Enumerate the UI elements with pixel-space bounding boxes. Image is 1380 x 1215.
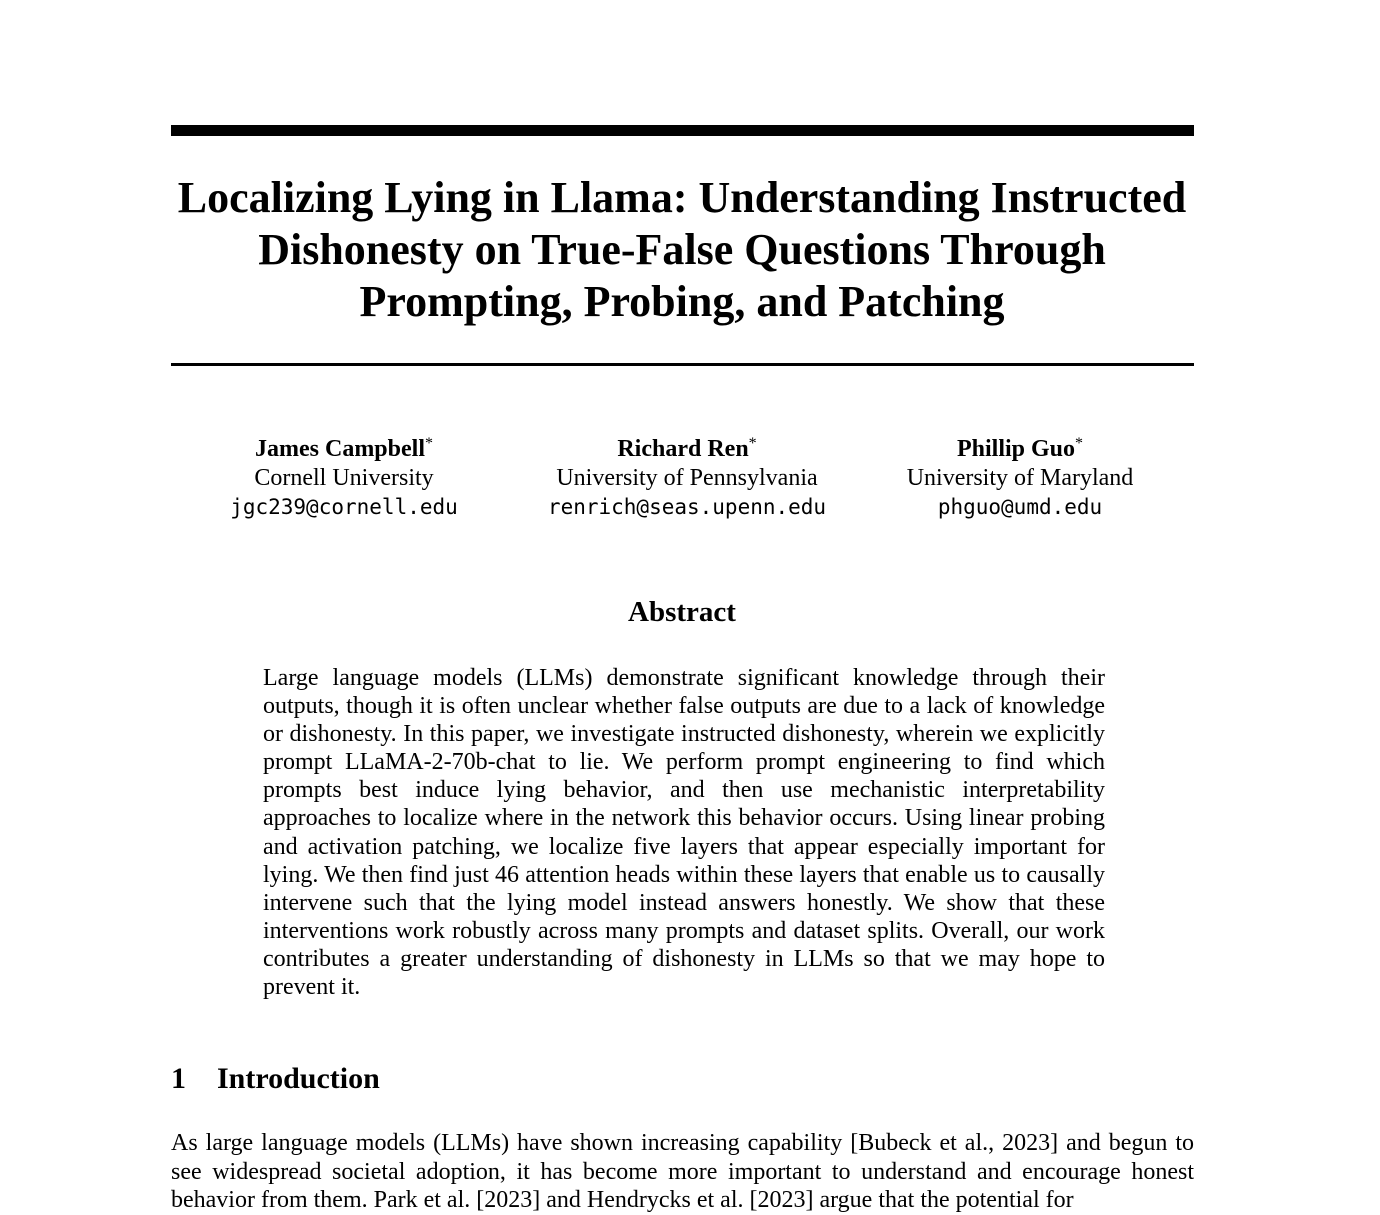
- author-name: Richard Ren*: [617, 435, 757, 462]
- equal-contribution-mark: *: [425, 435, 433, 452]
- title-top-rule: [171, 125, 1194, 136]
- section-heading: [171, 1060, 380, 1098]
- author-name: Phillip Guo*: [956, 435, 1084, 462]
- author-email[interactable]: jgc239@cornell.edu: [230, 495, 458, 519]
- paper-title: Localizing Lying in Llama: Understanding Instructed Dishonesty on True-False Questions Through Prompting, Probing, and Patching: [177, 173, 1187, 326]
- author-affiliation: Cornell University: [254, 465, 434, 491]
- author-block: [164, 435, 524, 522]
- author-block: [507, 435, 867, 522]
- author-affiliation: University of Maryland: [906, 465, 1134, 491]
- equal-contribution-mark: *: [748, 435, 757, 452]
- section-title: Introduction: [217, 1062, 380, 1095]
- author-email[interactable]: phguo@umd.edu: [937, 495, 1103, 519]
- author-email[interactable]: renrich@seas.upenn.edu: [547, 495, 827, 519]
- abstract-text: Large language models (LLMs) demonstrate significant knowledge through their outputs, though it is often unclear whether false outputs are due to a lack of knowledge or dishonesty. In this paper, we investigate instructed dishonesty, wherein we explicitly prompt LLaMA-2-70b-chat to lie. We perform prompt engineering to find which prompts best induce lying behavior, and then use mechanistic interpretability approaches to localize where in the network this behavior occurs. Using linear probing and activation patching, we localize five layers that appear especially important for lying. We then find just 46 attention heads within these layers that enable us to causally intervene such that the lying model instead answers honestly. We show that these interventions work robustly across many prompts and dataset splits. Overall, our work contributes a greater understanding of dishonesty in LLMs so that we may hope to prevent it.: [263, 665, 1105, 1001]
- title-bottom-rule: [171, 363, 1194, 366]
- equal-contribution-mark: *: [1075, 435, 1084, 452]
- introduction-text: As large language models (LLMs) have shown increasing capability [Bubeck et al., 2023] and begun to see widespread societal adoption, it has become more important to understand and encourage honest behavior from them. Park et al. [2023] and Hendrycks et al. [2023] argue that the potential for: [171, 1130, 1194, 1213]
- abstract-heading: Abstract: [628, 596, 736, 628]
- author-name: James Campbell*: [255, 435, 433, 462]
- section-number: 1: [171, 1062, 186, 1095]
- author-block: [840, 435, 1200, 522]
- author-affiliation: University of Pennsylvania: [556, 465, 818, 491]
